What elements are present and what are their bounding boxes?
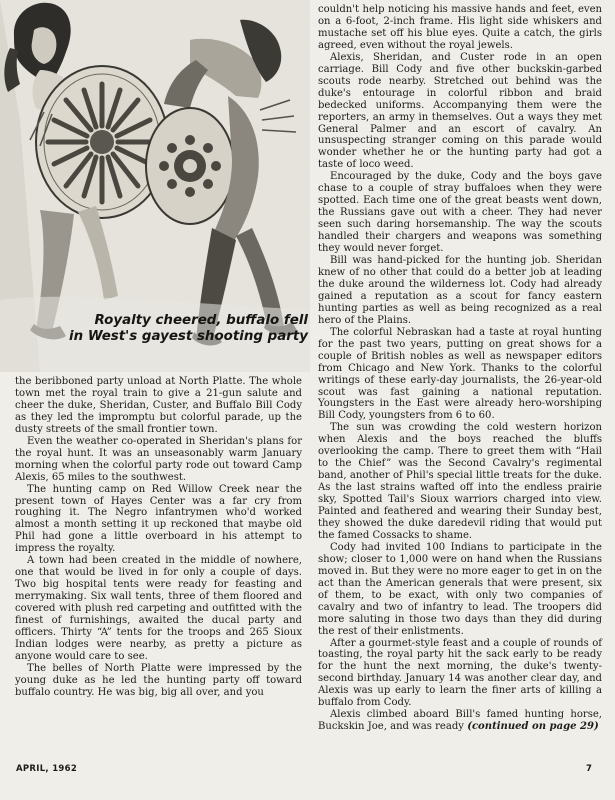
- caption-line-2: in West's gayest shooting party: [69, 329, 308, 344]
- paragraph: The colorful Nebraskan had a taste at royal hunting for the past two years, putting on great shows for a couple of British nobles as well as newspaper editors from Chicago and New York. Thanks to the colorful writings of these early-day journalists, the 26-year-old scout was fast gaining a national reputation. Youngsters in the East were already hero-worshiping Bill Cody, youngsters from 6 to 60.: [318, 326, 602, 422]
- paragraph: the beribboned party unload at North Platte. The whole town met the royal train to give a 21-gun salute and cheer the duke, Sheridan, Custer, and Buffalo Bill Cody as they led the impromptu but colorful parade, up the dusty streets of the small frontier town.: [15, 376, 302, 435]
- illustration: [0, 0, 310, 372]
- paragraph-text: Alexis climbed aboard Bill's famed hunting horse, Buckskin Joe, and was ready: [318, 709, 602, 733]
- paragraph-final: [318, 709, 602, 733]
- paragraph: Alexis, Sheridan, and Custer rode in an open carriage. Bill Cody and five other buckskin-garbed scouts rode nearby. Stretched out behind was the duke's entourage in colorful ribbon and braid bedecked uniforms. Accompanying them were the reporters, an army in themselves. Out a ways they met General Palmer and an escort of cavalry. An unsuspecting stranger coming on this parade would wonder whether he or the hunting party had got a taste of loco weed.: [318, 51, 602, 171]
- paragraph: A town had been created in the middle of nowhere, one that would be lived in for only a couple of days. Two big hospital tents were ready for feasting and merrymaking. Six wall tents, three of them floored and covered with plush red carpeting and outfitted with the finest of furnishings, awaited the ducal party and officers. Thirty “A” tents for the troops and 265 Sioux Indian lodges were nearby, as pretty a picture as anyone would care to see.: [15, 555, 302, 662]
- page-number: 7: [586, 764, 593, 774]
- right-column: [318, 4, 602, 733]
- paragraph: The hunting camp on Red Willow Creek near the present town of Hayes Center was a far cry from roughing it. The Negro infantrymen who'd worked almost a month setting it up reckoned that maybe old Phil had gone a little overboard in his attempt to impress the royalty.: [15, 483, 302, 555]
- illustration-caption: [62, 313, 308, 345]
- issue-date: APRIL, 1962: [16, 764, 78, 774]
- left-shield: [36, 66, 168, 218]
- paragraph: Encouraged by the duke, Cody and the boys gave chase to a couple of stray buffaloes when they were spotted. Each time one of the great beasts went down, the Russians gave out with a cheer. They had never seen such daring horsemanship. The way the scouts handled their chargers and weapons was something they would never forget.: [318, 171, 602, 255]
- paragraph: The belles of North Platte were impressed by the young duke as he led the hunting party off toward buffalo country. He was big, big all over, and you: [15, 662, 302, 698]
- paragraph: Even the weather co-operated in Sheridan's plans for the royal hunt. It was an unseasonably warm January morning when the colorful party rode out toward Camp Alexis, 65 miles to the southwest.: [15, 435, 302, 483]
- paragraph: The sun was crowding the cold western horizon when Alexis and the boys reached the bluffs overlooking the camp. There to greet them with “Hail to the Chief” was the Second Cavalry's regimental band, another of Phil's special little treats for the duke. As the last strains wafted off into the endless prairie sky, Spotted Tail's Sioux warriors charged into view. Painted and feathered and wearing their Sunday best, they showed the duke daredevil riding that would put the famed Cossacks to shame.: [318, 422, 602, 541]
- paragraph: Cody had invited 100 Indians to participate in the show; closer to 1,000 were on hand when the Russians moved in. But they were no more eager to get in on the act than the American generals that were present, six of them, to be exact, with only two companies of cavalry and two of infantry to lead. The troopers did more saluting in those two days than they did during the rest of their enlistments.: [318, 541, 602, 637]
- paragraph: couldn't help noticing his massive hands and feet, even on a 6-foot, 2-inch frame. His light side whiskers and mustache set off his blue eyes. Quite a catch, the girls agreed, even without the royal jewels.: [318, 4, 602, 51]
- left-column: [15, 376, 302, 699]
- continued-note: (continued on page 29): [467, 721, 599, 733]
- right-shield: [146, 108, 234, 224]
- caption-line-1: Royalty cheered, buffalo fell: [94, 313, 308, 328]
- paragraph: Bill was hand-picked for the hunting job. Sheridan knew of no other that could do a better job at leading the duke around the wilderness lot. Cody had already gained a reputation as a scout for fancy eastern hunting parties as well as being recognized as a real hero of the Plains.: [318, 255, 602, 326]
- paragraph: After a gourmet-style feast and a couple of rounds of toasting, the royal party hit the sack early to be ready for the hunt the next morning, the duke's twenty-second birthday. January 14 was another clear day, and Alexis was up early to learn the finer arts of killing a buffalo from Cody.: [318, 637, 602, 709]
